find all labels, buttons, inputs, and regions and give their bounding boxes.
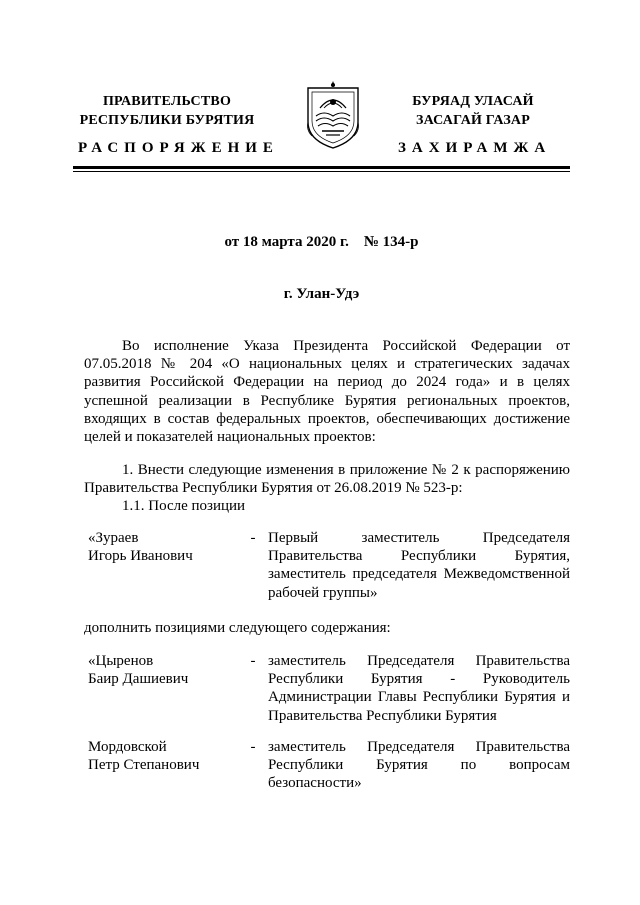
doctype-buryat: ЗАХИРАМЖА — [398, 140, 552, 156]
clause-1-1-paragraph: 1.1. После позиции — [122, 498, 246, 514]
position-dash: - — [250, 653, 256, 669]
org-name-buryat-line2: ЗАСАГАЙ ГАЗАР — [415, 113, 530, 128]
document-date-number: от 18 марта 2020 г. № 134-р — [224, 234, 419, 250]
position-description: заместитель Председателя Правительства Республики Бурятия по вопросам безопасности» — [268, 739, 570, 792]
position-dash: - — [250, 739, 256, 755]
org-name-buryat-line1: БУРЯАД УЛАСАЙ — [412, 94, 534, 109]
position-dash: - — [250, 530, 256, 546]
header-divider-thin — [73, 171, 570, 172]
header-right — [378, 92, 568, 130]
position-person-name: «Цыренов Баир Дашиевич — [88, 653, 189, 688]
doctype-russian: РАСПОРЯЖЕНИЕ — [78, 140, 279, 156]
position-description: заместитель Председателя Правительства Республики Бурятия - Руководитель Администрации Главы Республики Бурятия и Правительства Республики Бурятия — [268, 653, 570, 724]
buryatia-coat-of-arms-icon — [304, 78, 362, 150]
addition-intro-paragraph: дополнить позициями следующего содержания: — [84, 620, 391, 636]
header-left — [62, 92, 272, 130]
preamble-paragraph: Во исполнение Указа Президента Российской Федерации от 07.05.2018 № 204 «О национальных целях и стратегических задачах развития Российской Федерации на период до 2024 года» и в целях успешной реализации в Республике Бурятия региональных проектов, входящих в состав федеральных проектов, обеспечивающих достижение целей и показателей национальных проектов: — [84, 338, 570, 446]
org-name-line1: ПРАВИТЕЛЬСТВО — [102, 94, 232, 109]
header-divider-thick — [73, 166, 570, 169]
position-description: Первый заместитель Председателя Правительства Республики Бурятия, заместитель председателя Межведомственной рабочей группы» — [268, 530, 570, 601]
org-name-line2: РЕСПУБЛИКИ БУРЯТИЯ — [79, 113, 255, 128]
clause-1-paragraph: 1. Внести следующие изменения в приложение № 2 к распоряжению Правительства Республики Бурятия от 26.08.2019 № 523-р: — [84, 462, 570, 497]
document-city: г. Улан-Удэ — [283, 286, 360, 302]
position-person-name: «Зураев Игорь Иванович — [88, 530, 193, 565]
position-person-name: Мордовской Петр Степанович — [88, 739, 200, 774]
